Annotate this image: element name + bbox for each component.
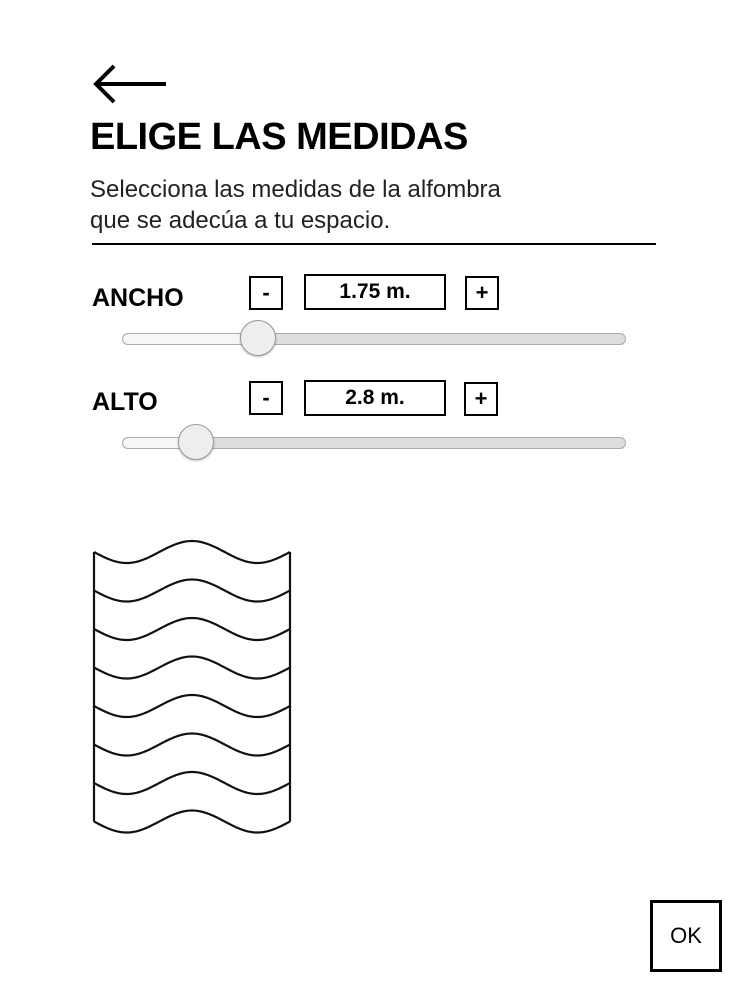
header-divider (92, 243, 656, 245)
height-label: ALTO (92, 388, 158, 416)
rug-wave-line (94, 772, 290, 794)
height-slider[interactable] (122, 429, 626, 457)
ok-button[interactable]: OK (650, 900, 722, 972)
rug-wave-line (94, 695, 290, 717)
height-value-field[interactable]: 2.8 m. (304, 380, 446, 416)
width-label: ANCHO (92, 284, 184, 312)
width-value-field[interactable]: 1.75 m. (304, 274, 446, 310)
wavy-rug-preview (90, 530, 300, 836)
rug-wave-line (94, 580, 290, 602)
width-slider-fill (122, 333, 258, 345)
rug-preview (90, 530, 300, 841)
width-increase-button[interactable]: + (465, 276, 499, 310)
rug-wave-line (94, 657, 290, 679)
height-slider-thumb[interactable] (178, 424, 214, 460)
rug-wave-line (94, 618, 290, 640)
page-subtitle (90, 174, 650, 236)
rug-wave-line (94, 541, 290, 563)
rug-wave-line (94, 734, 290, 756)
width-slider[interactable] (122, 325, 626, 353)
height-increase-button[interactable]: + (464, 382, 498, 416)
subtitle-line-1: Selecciona las medidas de la alfombra (90, 176, 501, 203)
width-slider-thumb[interactable] (240, 320, 276, 356)
page-title: ELIGE LAS MEDIDAS (90, 116, 468, 158)
rug-wave-line (94, 811, 290, 833)
width-decrease-button[interactable]: - (249, 276, 283, 310)
back-button[interactable] (90, 60, 170, 108)
height-decrease-button[interactable]: - (249, 381, 283, 415)
subtitle-line-2: que se adecúa a tu espacio. (90, 207, 391, 234)
arrow-left-icon (90, 60, 170, 108)
